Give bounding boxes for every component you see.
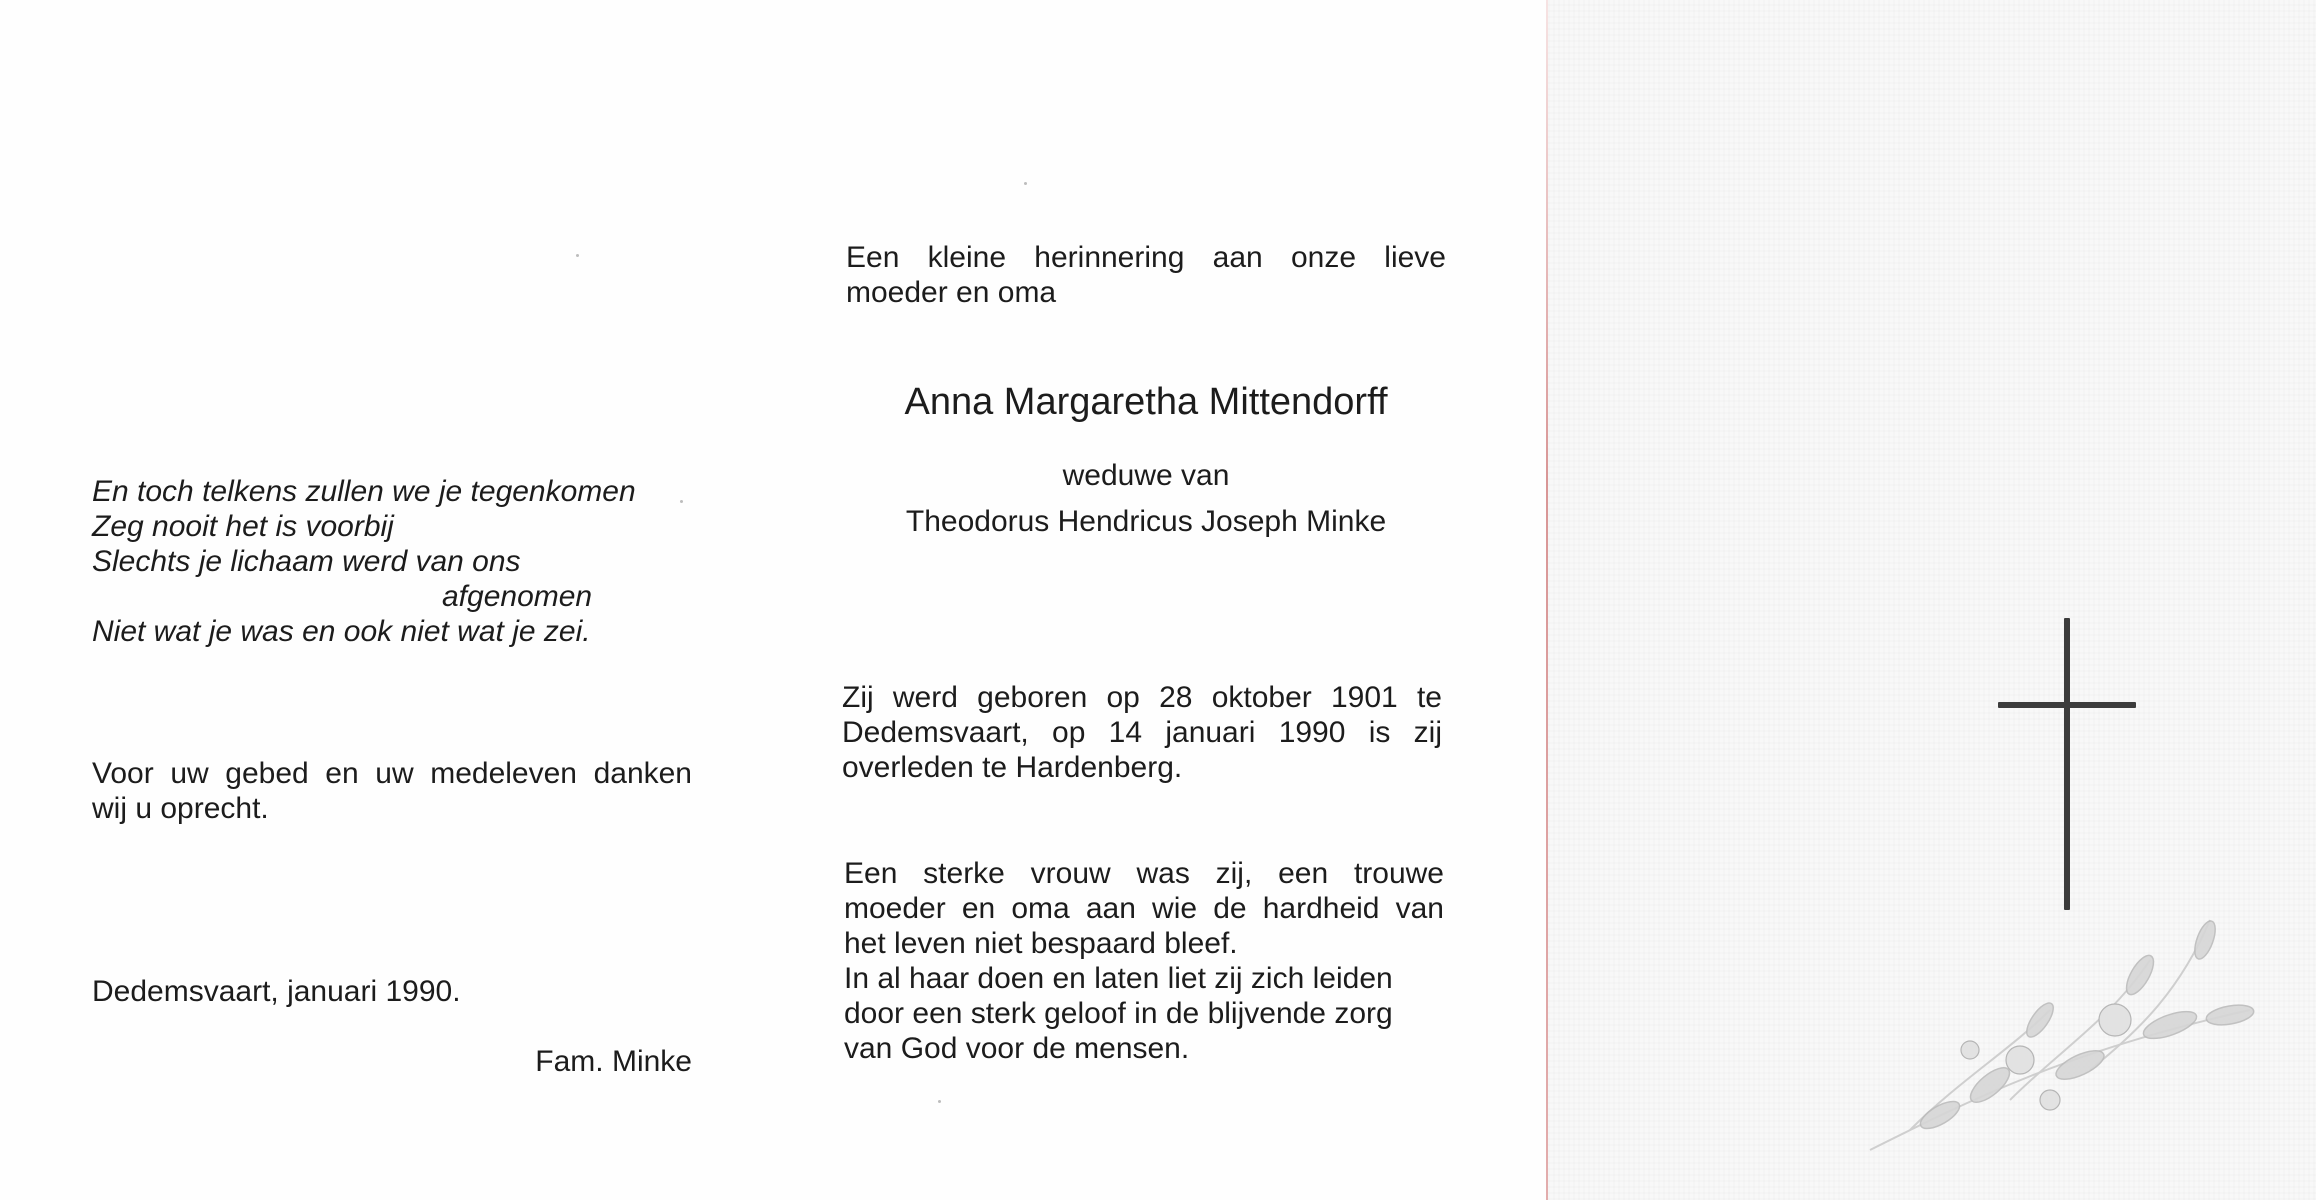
deceased-name: Anna Margaretha Mittendorff <box>904 381 1388 423</box>
thanks-note <box>92 756 692 826</box>
family-signature: Fam. Minke <box>535 1045 692 1078</box>
intro-line: Een kleine herinnering aan onze lieve <box>846 241 1446 274</box>
intro-line: moeder en oma <box>846 276 1057 309</box>
poem-line: Niet wat je was en ook niet wat je zei. <box>92 615 591 648</box>
poem-line: afgenomen <box>442 580 593 613</box>
paper-speck <box>576 254 579 257</box>
birth-line: overleden te Hardenberg. <box>842 751 1183 784</box>
tribute-line: van God voor de mensen. <box>844 1032 1190 1065</box>
cross-vertical-bar <box>2064 618 2070 910</box>
birth-death-text <box>842 680 1442 785</box>
birth-line: Dedemsvaart, op 14 januari 1990 is zij <box>842 716 1442 749</box>
tribute-line: door een sterk geloof in de blijvende zorg <box>844 997 1393 1030</box>
thanks-line: Voor uw gebed en uw medeleven danken <box>92 757 692 790</box>
poem-line: En toch telkens zullen we je tegenkomen <box>92 475 636 508</box>
cross-horizontal-bar <box>1998 702 2136 708</box>
birth-line: Zij werd geboren op 28 oktober 1901 te <box>842 681 1442 714</box>
tribute-line: Een sterke vrouw was zij, een trouwe <box>844 857 1444 890</box>
place-date: Dedemsvaart, januari 1990. <box>92 975 461 1008</box>
widow-label: weduwe van <box>1062 459 1230 492</box>
husband-name: Theodorus Hendricus Joseph Minke <box>905 505 1387 538</box>
memorial-poem <box>92 474 692 649</box>
paper-speck <box>1024 182 1027 185</box>
thanks-line: wij u oprecht. <box>92 792 269 825</box>
tribute-line: In al haar doen en laten liet zij zich leiden <box>844 962 1393 995</box>
tribute-line: moeder en oma aan wie de hardheid van <box>844 892 1444 925</box>
paper-speck <box>680 500 683 503</box>
tribute-text <box>844 856 1444 1066</box>
floral-branch-icon <box>1850 900 2280 1170</box>
paper-speck <box>938 1100 941 1103</box>
tribute-line: het leven niet bespaard bleef. <box>844 927 1238 960</box>
poem-line: Slechts je lichaam werd van ons <box>92 545 521 578</box>
intro-text <box>846 240 1446 310</box>
cross-icon <box>1990 616 2150 916</box>
poem-line: Zeg nooit het is voorbij <box>92 510 394 543</box>
